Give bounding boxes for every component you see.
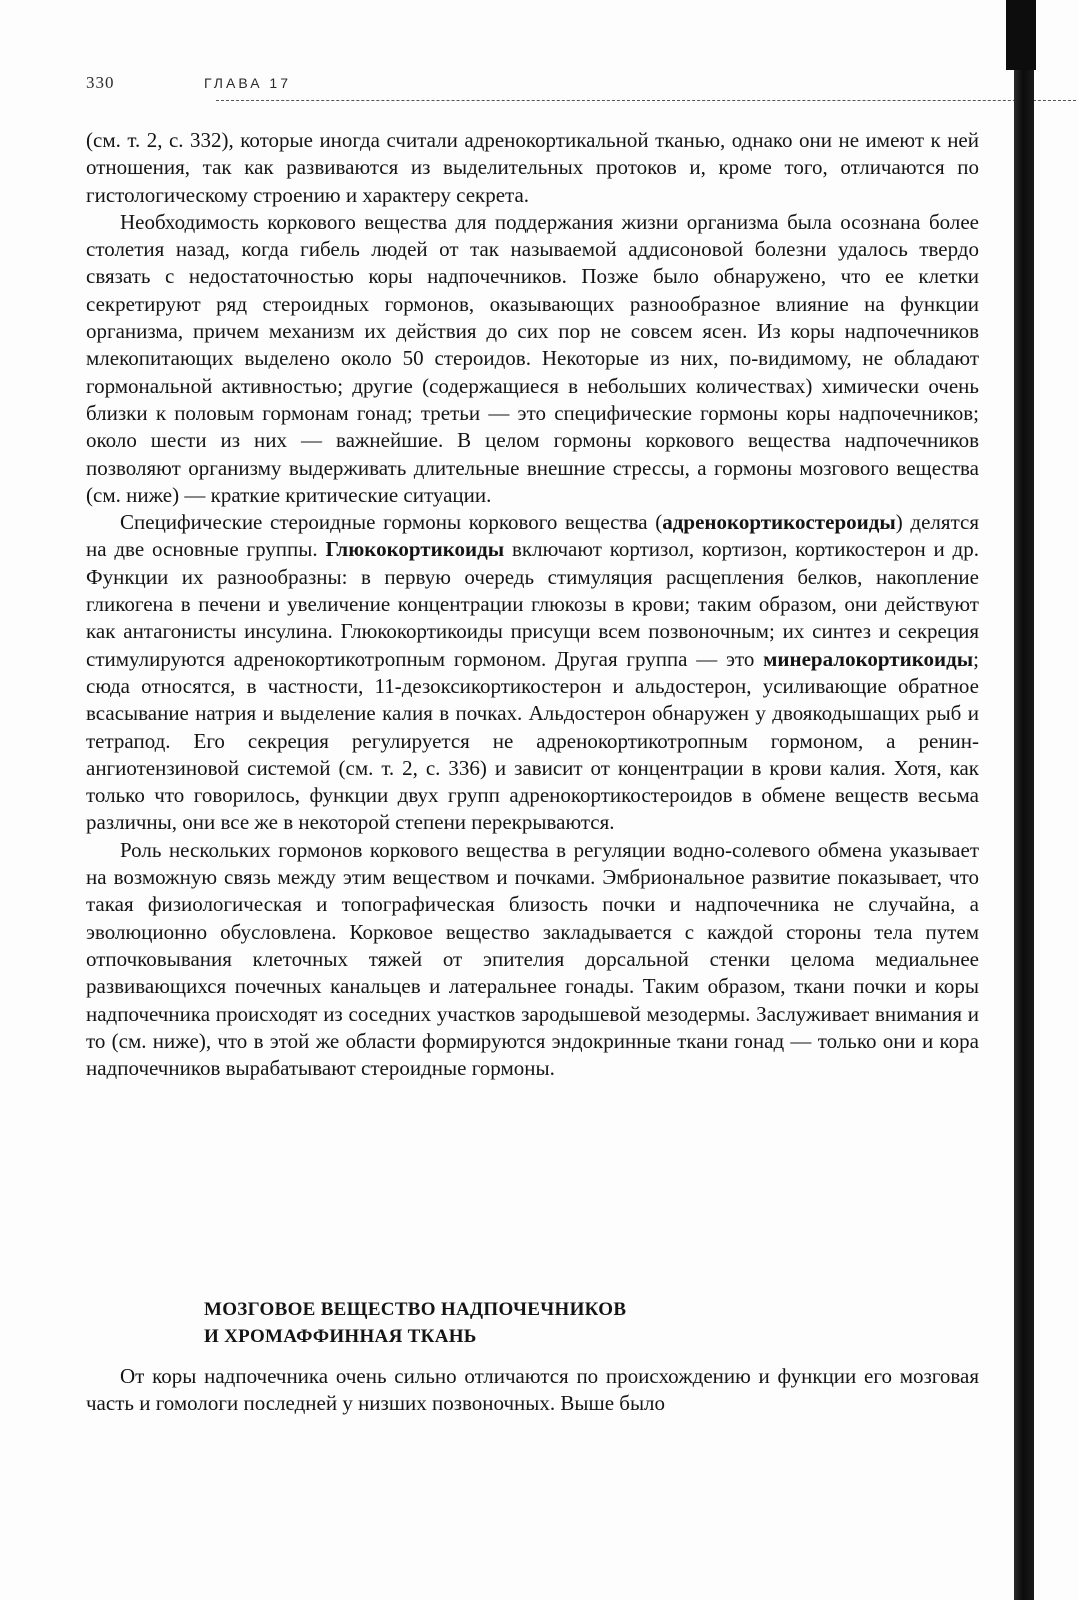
scan-edge-top [1006,0,1036,70]
paragraph-p1 [86,127,979,209]
body-text [86,127,979,1082]
text-run: (см. т. 2, с. 332), которые иногда считали адренокортикальной тканью, однако они не имеют к ней отношения, так как развиваются из выделительных протоков и, кроме того, отличаются по гистологическому строению и характеру секрета. [86,128,979,207]
paragraph-p4 [86,837,979,1083]
bold-term: адренокортикостероиды [662,510,896,535]
bold-term: Глюкокортикоиды [325,537,505,562]
text-run: Роль нескольких гормонов коркового вещества в регуляции водно-солевого обмена указывает на возможную связь между этим веществом и почками. Эмбриональное развитие показывает, что такая физиологическая и топографическая близость почки и надпочечника не случайна, а эволюционно обусловлена. Корковое вещество закладывается с каждой стороны тела путем отпочковывания клеточных тяжей от эпителия дорсальной стенки целома медиальнее развивающихся почечных канальцев и латеральнее гонады. Таким образом, ткани почки и коры надпочечника происходят из соседних участков зародышевой мезодермы. Заслуживает внимания и то (см. ниже), что в этой же области формируются эндокринные ткани гонад — только они и кора надпочечников вырабатывают стероидные гормоны. [86,837,979,1081]
page-header [86,73,1006,103]
section-heading [204,1296,904,1350]
section-body [86,1363,979,1418]
text-run: ; сюда относятся, в частности, 11-дезоксикортикостерон и альдостерон, усиливающие обратное всасывание натрия и выделение калия в почках. Альдостерон обнаружен у двоякодышащих рыб и тетрапод. Его секреция регулируется не адренокортикотропным гормоном, а ренин-ангиотензиновой системой (см. т. 2, с. 336) и зависит от концентрации в крови калия. Хотя, как только что говорилось, функции двух групп адренокортикостероидов в обмене веществ весьма различны, они все же в некоторой степени перекрываются. [86,646,979,835]
text-run: Специфические стероидные гормоны коркового вещества ( [120,510,663,535]
bold-term: минералокортикоиды [763,646,974,671]
text-run: Необходимость коркового вещества для поддержания жизни организма была осознана более столетия назад, когда гибель людей от так называемой аддисоновой болезни удалось твердо связать с недостаточностью коры надпочечников. Позже было обнаружено, что ее клетки секретируют ряд стероидных гормонов, оказывающих разнообразное влияние на функции организма, причем механизм их действия до сих пор не совсем ясен. Из коры надпочечников млекопитающих выделено около 50 стероидов. Некоторые из них, по-видимому, не обладают гормональной активностью; другие (содержащиеся в небольших количествах) химически очень близки к половым гормонам гонад; третьи — это специфические гормоны коры надпочечников; около шести из них — важнейшие. В целом гормоны коркового вещества надпочечников позволяют организму выдерживать длительные внешние стрессы, а гормоны мозгового вещества (см. ниже) — краткие критические ситуации. [86,209,979,507]
text-run: включают кортизол, кортизон, кортикостерон и др. Функции их разнообразны: в первую очередь стимуляция расщепления белков, накопление гликогена в печени и увеличение концентрации глюкозы в крови; таким образом, они действуют как антагонисты инсулина. Глюкокортикоиды присущи всем позвоночным; их синтез и секреция стимулируются адренокортикотропным гормоном. Другая группа — это [86,537,979,671]
text-run: ) делятся на две основные группы. [86,510,979,562]
paragraph: От коры надпочечника очень сильно отличаются по происхождению и функции его мозговая часть и гомологи последней у низших позвоночных. Выше было [86,1364,979,1416]
paragraph-p3 [86,509,979,837]
section-heading-line-2: И ХРОМАФФИННАЯ ТКАНЬ [204,1326,477,1347]
page-number: 330 [86,73,115,92]
scan-edge-shadow [1014,0,1034,1600]
paragraph-p2 [86,209,979,509]
running-head: ГЛАВА 17 [204,75,291,91]
section-heading-line-1: МОЗГОВОЕ ВЕЩЕСТВО НАДПОЧЕЧНИКОВ [204,1299,627,1320]
header-rule [216,100,1078,101]
